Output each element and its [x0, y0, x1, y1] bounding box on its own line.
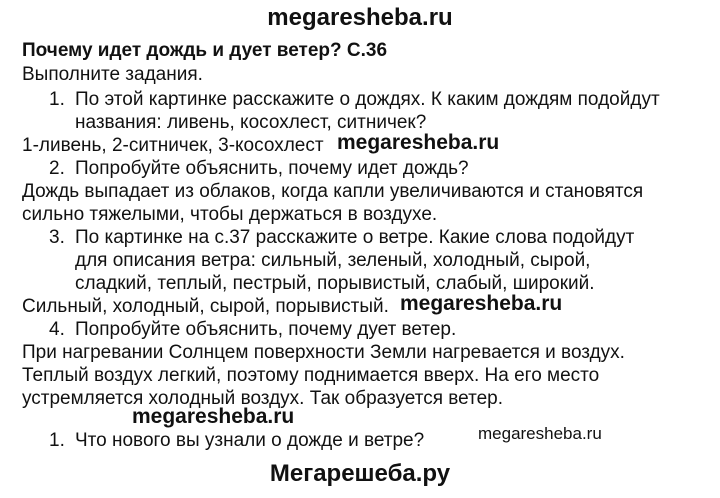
task2-line1: Попробуйте объяснить, почему идет дождь?: [75, 158, 469, 179]
intro-text: Выполните задания.: [22, 64, 203, 85]
task1-line2: названия: ливень, косохлест, ситничек?: [75, 112, 427, 133]
task4-answer-line2: Теплый воздух легкий, поэтому поднимается вверх. На его место: [22, 365, 600, 386]
task2-number: 2.: [49, 158, 65, 179]
watermark: megaresheba.ru: [132, 405, 295, 428]
task4-line1: Попробуйте объяснить, почему дует ветер.: [75, 319, 457, 340]
task5-line1: Что нового вы узнали о дожде и ветре?: [75, 430, 425, 451]
watermark: megaresheba.ru: [478, 424, 602, 443]
site-footer: Мегарешеба.ру: [269, 460, 451, 487]
task4-answer-line3: устремляется холодный воздух. Так образуется ветер.: [22, 388, 504, 409]
task2-answer-line2: сильно тяжелыми, чтобы держаться в воздухе.: [22, 204, 438, 225]
task3-answer: Сильный, холодный, сырой, порывистый.: [22, 296, 389, 317]
task3-line3: сладкий, теплый, пестрый, порывистый, слабый, широкий.: [75, 273, 595, 294]
task5-number: 1.: [49, 430, 65, 451]
watermark: megaresheba.ru: [400, 292, 563, 315]
task3-line1: По картинке на с.37 расскажите о ветре. Какие слова подойдут: [75, 227, 635, 248]
task4-answer-line1: При нагревании Солнцем поверхности Земли нагревается и воздух.: [22, 342, 625, 363]
task3-number: 3.: [49, 227, 65, 248]
task2-answer-line1: Дождь выпадает из облаков, когда капли увеличиваются и становятся: [22, 181, 644, 202]
task3-line2: для описания ветра: сильный, зеленый, холодный, сырой,: [75, 250, 591, 271]
task4-number: 4.: [49, 319, 65, 340]
task1-line1: По этой картинке расскажите о дождях. К каким дождям подойдут: [75, 89, 660, 110]
task1-answer: 1-ливень, 2-ситничек, 3-косохлест: [22, 135, 324, 156]
page-title: Почему идет дождь и дует ветер? С.36: [22, 40, 388, 61]
site-header: megaresheba.ru: [267, 4, 453, 31]
task1-number: 1.: [49, 89, 65, 110]
watermark: megaresheba.ru: [337, 131, 500, 154]
